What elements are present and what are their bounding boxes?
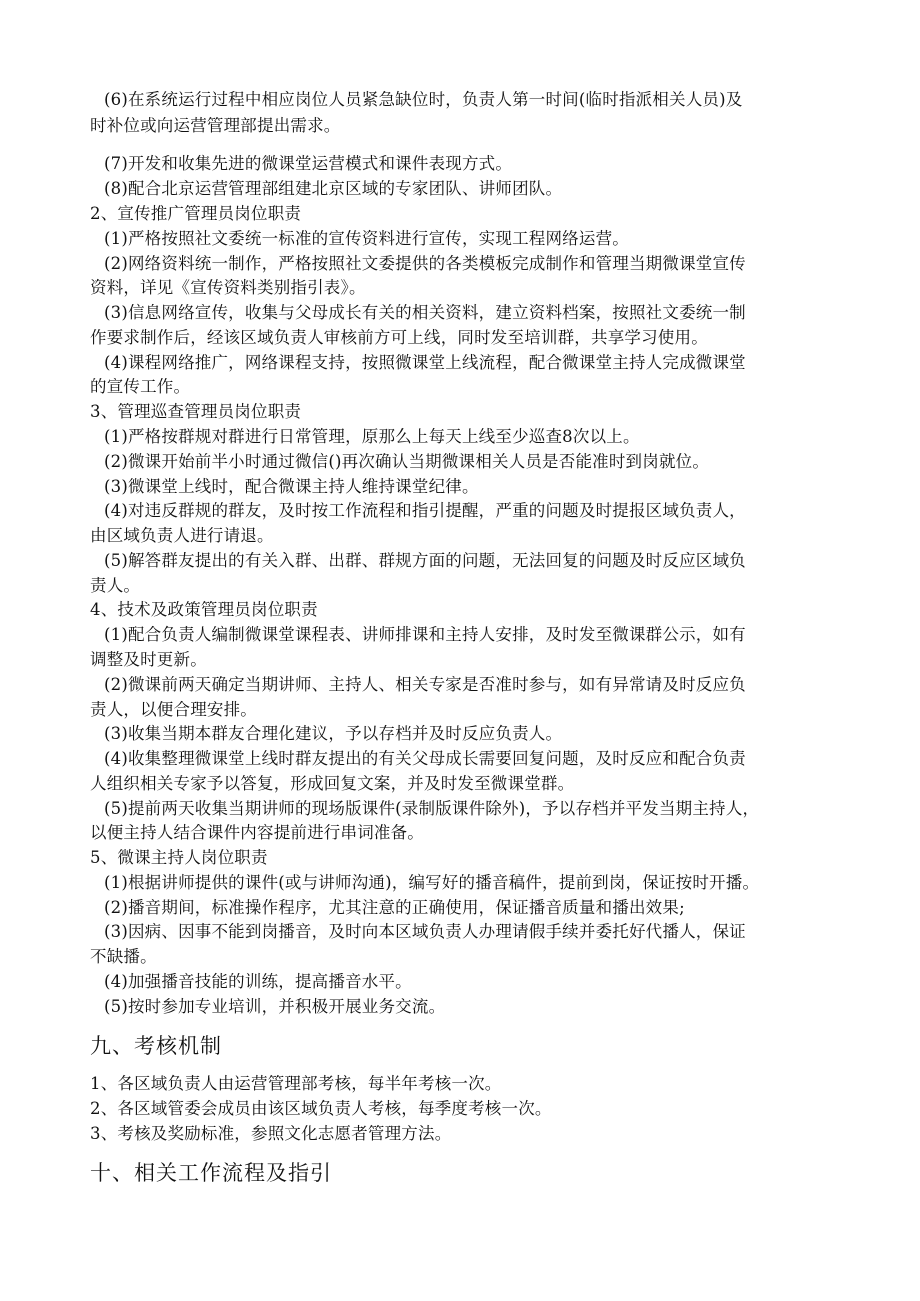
paragraph-line: 以便主持人结合课件内容提前进行串词准备。 <box>90 823 424 842</box>
paragraph-line: (5)按时参加专业培训，并积极开展业务交流。 <box>104 997 446 1016</box>
paragraph-line: 人组织相关专家予以答复，形成回复文案，并及时发至微课堂群。 <box>90 774 575 793</box>
paragraph-line: 作要求制作后，经该区域负责人审核前方可上线，同时发至培训群，共享学习使用。 <box>90 328 708 347</box>
paragraph-line: 的宣传工作。 <box>90 377 191 396</box>
paragraph-line: 3、考核及奖励标准，参照文化志愿者管理方法。 <box>90 1124 452 1143</box>
paragraph-line: 由区域负责人进行请退。 <box>90 526 274 545</box>
paragraph-line: (7)开发和收集先进的微课堂运营模式和课件表现方式。 <box>104 154 513 173</box>
paragraph-line: (1)严格按群规对群进行日常管理，原那么上每天上线至少巡查8次以上。 <box>104 427 640 446</box>
paragraph-line: (2)网络资料统一制作，严格按照社文委提供的各类模板完成制作和管理当期微课堂宣传 <box>104 254 746 273</box>
section-heading-9: 九、考核机制 <box>90 1034 222 1058</box>
subsection-heading: 3、管理巡查管理员岗位职责 <box>90 402 302 421</box>
paragraph-line: (1)严格按照社文委统一标准的宣传资料进行宣传，实现工程网络运营。 <box>104 229 629 248</box>
subsection-heading: 4、技术及政策管理员岗位职责 <box>90 600 318 619</box>
paragraph-line: (3)因病、因事不能到岗播音，及时向本区域负责人办理请假手续并委托好代播人，保证 <box>104 922 746 941</box>
section-heading-10: 十、相关工作流程及指引 <box>90 1161 332 1185</box>
paragraph-line: (2)微课开始前半小时通过微信()再次确认当期微课相关人员是否能准时到岗就位。 <box>104 452 710 471</box>
paragraph-line: (5)解答群友提出的有关入群、出群、群规方面的问题，无法回复的问题及时反应区域负 <box>104 551 746 570</box>
paragraph-line: 2、各区域管委会成员由该区域负责人考核，每季度考核一次。 <box>90 1099 552 1118</box>
paragraph-line: (3)收集当期本群友合理化建议，予以存档并及时反应负责人。 <box>104 724 563 743</box>
paragraph-line: (2)微课前两天确定当期讲师、主持人、相关专家是否准时参与，如有异常请及时反应负 <box>104 675 746 694</box>
paragraph-line: (2)播音期间，标准操作程序，尤其注意的正确使用，保证播音质量和播出效果; <box>104 898 685 917</box>
paragraph-line: 调整及时更新。 <box>90 650 207 669</box>
paragraph-line: (1)配合负责人编制微课堂课程表、讲师排课和主持人安排，及时发至微课群公示，如有 <box>104 625 746 644</box>
paragraph-line: (1)根据讲师提供的课件(或与讲师沟通)，编写好的播音稿件，提前到岗，保证按时开播。 <box>104 873 760 892</box>
paragraph-line: (4)加强播音技能的训练，提高播音水平。 <box>104 972 412 991</box>
paragraph-line: 1、各区域负责人由运营管理部考核，每半年考核一次。 <box>90 1074 502 1093</box>
paragraph-line: 责人，以便合理安排。 <box>90 700 257 719</box>
paragraph-line: 时补位或向运营管理部提出需求。 <box>90 116 341 135</box>
subsection-heading: 2、宣传推广管理员岗位职责 <box>90 204 302 223</box>
paragraph-line: (3)微课堂上线时，配合微课主持人维持课堂纪律。 <box>104 477 479 496</box>
paragraph-line: (8)配合北京运营管理部组建北京区域的专家团队、讲师团队。 <box>104 179 563 198</box>
paragraph-line: 资料，详见《宣传资料类别指引表》。 <box>90 278 366 297</box>
paragraph-line: (3)信息网络宣传，收集与父母成长有关的相关资料，建立资料档案，按照社文委统一制 <box>104 303 746 322</box>
paragraph-line: (5)提前两天收集当期讲师的现场版课件(录制版课件除外)，予以存档并平发当期主持人， <box>104 799 760 818</box>
paragraph-line: 不缺播。 <box>90 947 157 966</box>
paragraph-line: (6)在系统运行过程中相应岗位人员紧急缺位时，负责人第一时间(临时指派相关人员)及 <box>104 90 743 109</box>
paragraph-line: (4)课程网络推广，网络课程支持，按照微课堂上线流程，配合微课堂主持人完成微课堂 <box>104 353 746 372</box>
subsection-heading: 5、微课主持人岗位职责 <box>90 848 268 867</box>
paragraph-line: (4)对违反群规的群友，及时按工作流程和指引提醒，严重的问题及时提报区域负责人， <box>104 501 746 520</box>
paragraph-line: 责人。 <box>90 576 141 595</box>
paragraph-line: (4)收集整理微课堂上线时群友提出的有关父母成长需要回复问题，及时反应和配合负责 <box>104 749 746 768</box>
